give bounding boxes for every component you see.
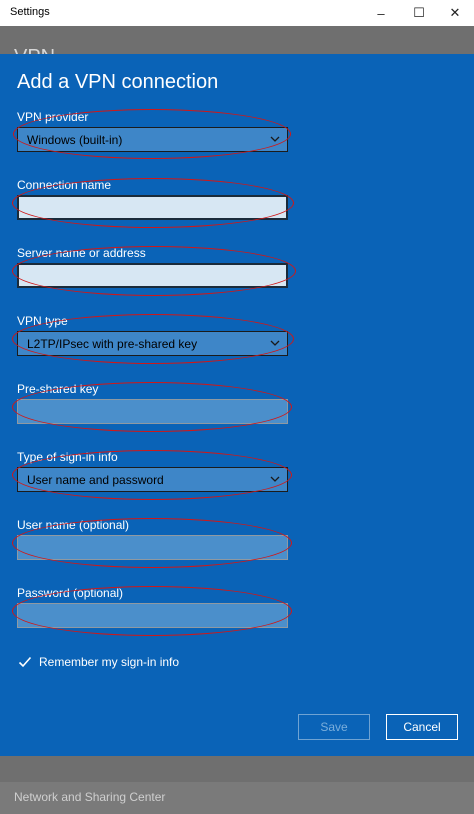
pre-shared-key-label: Pre-shared key xyxy=(17,382,99,396)
user-name-label: User name (optional) xyxy=(17,518,130,532)
window-title: Settings xyxy=(10,6,50,18)
vpn-provider-label: VPN provider xyxy=(17,110,89,124)
network-sharing-center-link[interactable]: Network and Sharing Center xyxy=(14,790,166,804)
connection-name-label: Connection name xyxy=(17,178,112,192)
password-input[interactable] xyxy=(17,603,288,628)
close-button[interactable]: ✕ xyxy=(449,5,461,20)
chevron-down-icon xyxy=(269,133,281,145)
chevron-down-icon xyxy=(269,473,281,485)
connection-name-input[interactable] xyxy=(17,195,288,220)
add-vpn-dialog xyxy=(0,54,474,756)
checkmark-icon xyxy=(18,655,32,669)
vpn-provider-value: Windows (built-in) xyxy=(27,132,123,147)
remember-checkbox[interactable] xyxy=(17,654,33,670)
vpn-type-label: VPN type xyxy=(17,314,68,328)
maximize-button[interactable]: ☐ xyxy=(413,5,425,20)
cancel-button[interactable]: Cancel xyxy=(386,714,458,740)
remember-label: Remember my sign-in info xyxy=(39,655,180,669)
remember-sign-in-row[interactable] xyxy=(17,654,179,670)
server-label: Server name or address xyxy=(17,246,146,260)
user-name-input[interactable] xyxy=(17,535,288,560)
pre-shared-key-input[interactable] xyxy=(17,399,288,424)
chevron-down-icon xyxy=(269,337,281,349)
sign-in-type-select[interactable] xyxy=(17,467,288,492)
save-button[interactable]: Save xyxy=(298,714,370,740)
password-label: Password (optional) xyxy=(17,586,124,600)
title-bar xyxy=(0,0,474,26)
server-input[interactable] xyxy=(17,263,288,288)
minimize-button[interactable]: – xyxy=(377,5,385,21)
footer-bar xyxy=(0,782,474,814)
vpn-provider-select[interactable] xyxy=(17,127,288,152)
vpn-type-value: L2TP/IPsec with pre-shared key xyxy=(27,336,198,351)
sign-in-type-value: User name and password xyxy=(27,472,164,487)
sign-in-type-label: Type of sign-in info xyxy=(17,450,118,464)
dialog-title: Add a VPN connection xyxy=(17,71,219,93)
vpn-type-select[interactable] xyxy=(17,331,288,356)
